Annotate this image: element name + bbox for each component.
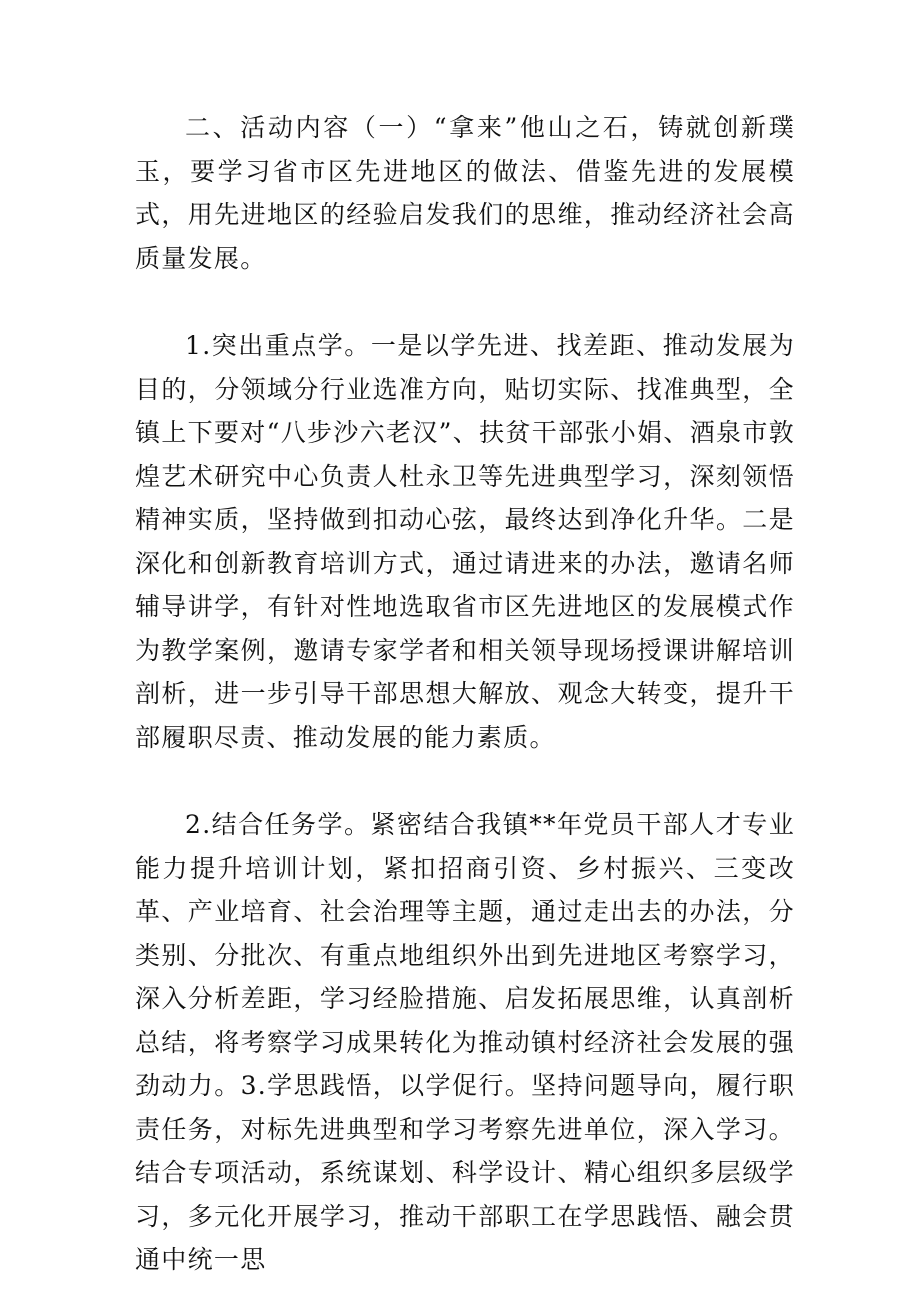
- paragraph-activity-content: 二、活动内容（一）“拿来”他山之石，铸就创新璞玉，要学习省市区先进地区的做法、借鉴先进的发展模式，用先进地区的经验启发我们的思维，推动经济社会高质量发展。: [135, 113, 795, 273]
- document-body: [135, 106, 795, 1282]
- paragraph-task-study: 2.结合任务学。紧密结合我镇**年党员干部人才专业能力提升培训计划，紧扣招商引资、乡村振兴、三变改革、产业培育、社会治理等主题，通过走出去的办法，分类别、分批次、有重点地组织外出到先进地区考察学习，深入分析差距，学习经脸措施、启发拓展思维，认真剖析总结，将考察学习成果转化为推动镇村经济社会发展的强劲动力。3.学思践悟，以学促行。坚持问题导向，履行职责任务，对标先进典型和学习考察先进单位，深入学习。结合专项活动，系统谋划、科学设计、精心组织多层级学习，多元化开展学习，推动干部职工在学思践悟、融会贯通中统一思: [135, 810, 795, 1274]
- paragraph-key-study: 1.突出重点学。一是以学先进、找差距、推动发展为目的，分领域分行业选准方向，贴切实际、找准典型，全镇上下要对“八步沙六老汉”、扶贫干部张小娟、酒泉市敦煌艺术研究中心负责人杜永卫等先进典型学习，深刻领悟精神实质，坚持做到扣动心弦，最终达到净化升华。二是深化和创新教育培训方式，通过请进来的办法，邀请名师辅导讲学，有针对性地选取省市区先进地区的发展模式作为教学案例，邀请专家学者和相关领导现场授课讲解培训剖析，进一步引导干部思想大解放、观念大转变，提升干部履职尽责、推动发展的能力素质。: [135, 331, 795, 752]
